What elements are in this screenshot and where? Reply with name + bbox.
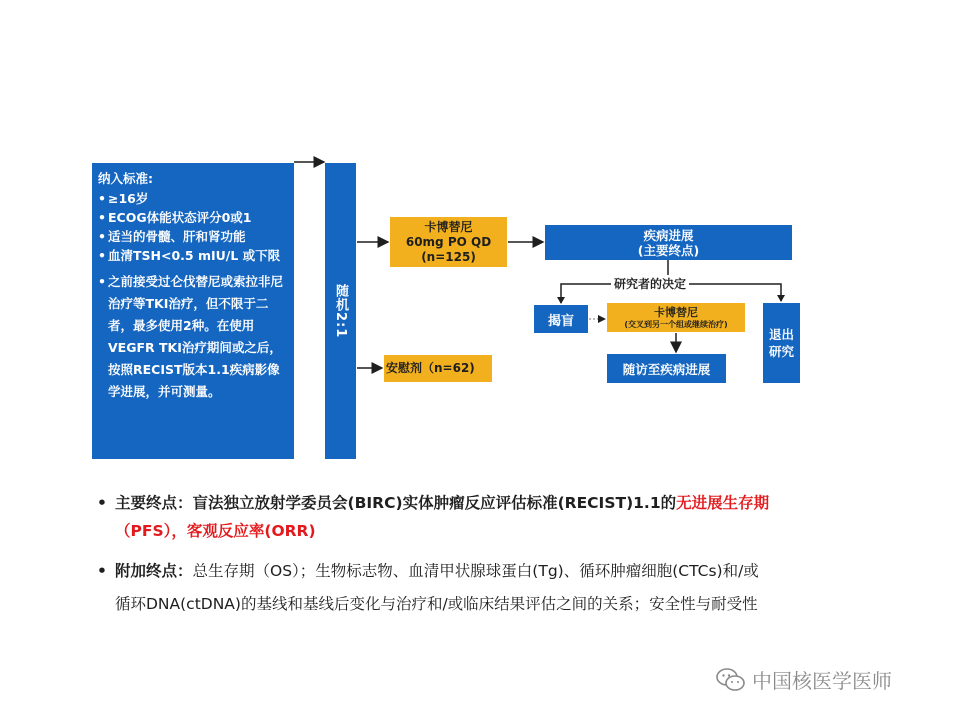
watermark-text: 中国核医学医师 [752, 669, 892, 693]
withdraw-label-2: 研究 [768, 344, 794, 359]
secondary-endpoint-text-1: 总生存期（OS）；生物标志物、血清甲状腺球蛋白(Tg)、循环肿瘤细胞(CTCs)和/或 [192, 562, 759, 580]
withdraw-box [763, 303, 800, 383]
followup-label: 随访至疾病进展 [622, 361, 711, 377]
investigator-decision-label: 研究者的决定 [611, 275, 689, 292]
drug-n: (n=125) [421, 249, 476, 264]
primary-endpoint-text: 盲法独立放射学委员会(BIRC)实体肿瘤反应评估标准(RECIST)1.1的 [192, 494, 677, 512]
secondary-endpoint-text-2: 循环DNA(ctDNA)的基线和基线后变化与治疗和/或临床结果评估之间的关系；安全性与耐受性 [115, 595, 758, 613]
arrowhead-unblind [557, 297, 565, 304]
drug-name: 卡博替尼 [424, 219, 473, 234]
unblind-box [534, 305, 588, 333]
primary-endpoint-orr: （PFS），客观反应率(ORR) [115, 522, 316, 540]
followup-box [607, 354, 726, 383]
arrowhead-withdraw [777, 295, 785, 302]
criteria-item: • 适当的骨髓、肝和肾功能 [98, 229, 246, 244]
withdraw-label-1: 退出 [768, 327, 794, 342]
crossover-sublabel: (交叉到另一个组或继续治疗) [624, 319, 728, 329]
criteria-item: • 血清TSH<0.5 mIU/L 或下限 [98, 248, 281, 263]
crossover-label: 卡博替尼 [654, 305, 698, 319]
watermark [716, 665, 892, 694]
placebo-label: 安慰剂（n=62) [386, 361, 475, 375]
cabozantinib-arm-box [390, 217, 507, 267]
wechat-icon [716, 667, 746, 693]
criteria-item: • 之前接受过仑伐替尼或索拉非尼治疗等TKI治疗，但不限于二者，最多使用2种。在使用VEGFR TKI治疗期间或之后，按照RECIST版本1.1疾病影像学进展，并可测量。 [98, 274, 284, 399]
crossover-box [607, 303, 745, 332]
primary-endpoint [97, 489, 937, 545]
progression-sublabel: (主要终点) [637, 242, 700, 258]
bullet: • [97, 494, 107, 512]
secondary-endpoint-label: 附加终点： [115, 562, 193, 580]
primary-endpoint-pfs: 无进展生存期 [676, 494, 770, 512]
drug-dose: 60mg PO QD [405, 234, 492, 249]
secondary-endpoint [97, 555, 937, 621]
criteria-item: • ECOG体能状态评分0或1 [98, 210, 252, 225]
criteria-item: • ≥16岁 [98, 191, 149, 206]
bullet: • [97, 562, 107, 580]
progression-label: 疾病进展 [643, 227, 694, 243]
primary-endpoint-label: 主要终点： [115, 494, 193, 512]
placebo-arm-box [384, 355, 492, 382]
criteria-title: 纳入标准: [98, 171, 153, 186]
disease-progression-box [545, 225, 792, 260]
randomize-label: 随机2:1 [333, 283, 348, 339]
randomize-bar [325, 163, 356, 459]
unblind-label: 揭盲 [547, 313, 574, 329]
inclusion-criteria-box [92, 163, 294, 459]
